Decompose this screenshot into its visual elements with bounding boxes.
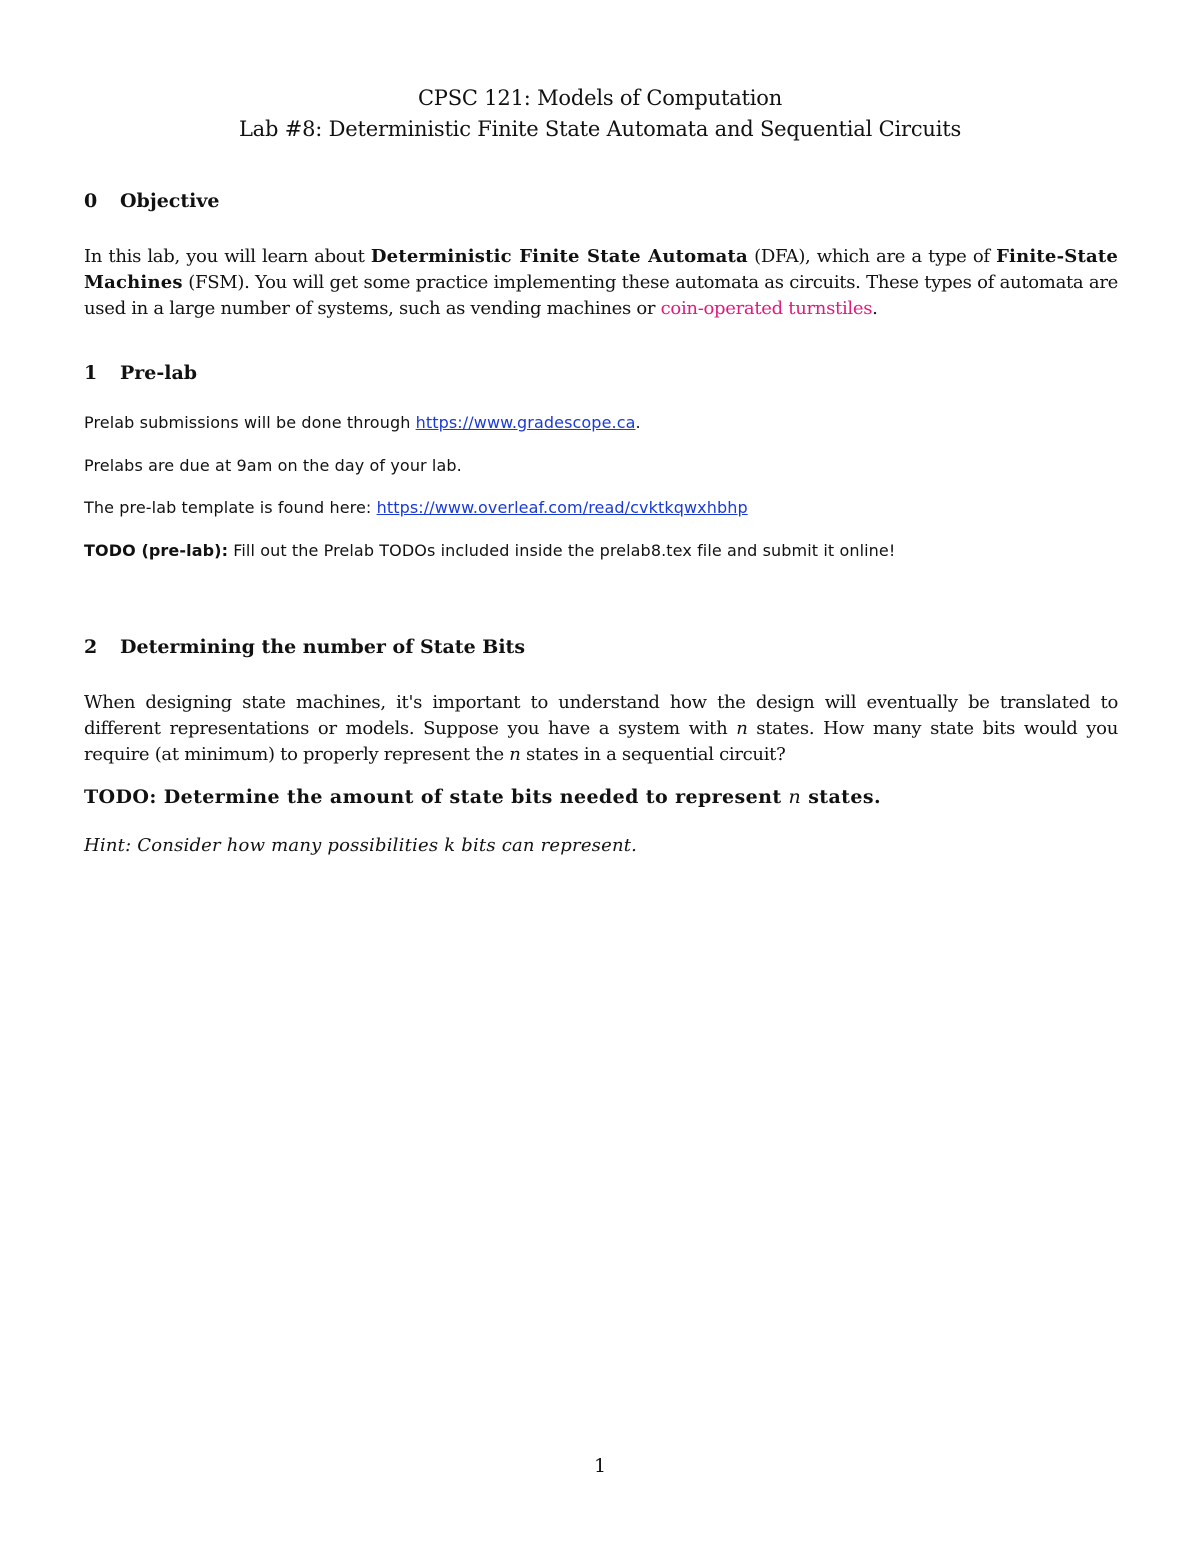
section-number: 2: [84, 636, 98, 658]
prelab-template-line: [84, 497, 1124, 519]
state-bits-text-3: states in a sequential circuit?: [520, 744, 786, 765]
section-title: Objective: [120, 190, 220, 212]
section-heading-objective: [84, 190, 220, 212]
state-bits-text-2: states. How many state bits would you require (at minimum) to properly represent the: [84, 718, 1118, 765]
term-dfa: Deterministic Finite State Automata: [370, 246, 748, 267]
prelab-line1-end: .: [635, 413, 641, 432]
variable-k: k: [444, 835, 456, 856]
prelab-line1-text: Prelab submissions will be done through: [84, 413, 416, 432]
state-bits-paragraph: [84, 690, 1118, 768]
objective-text-4: .: [872, 298, 878, 319]
state-bits-todo: [84, 786, 1124, 808]
section-heading-state-bits: [84, 636, 525, 658]
hint-text-a: Hint: Consider how many possibilities: [84, 835, 445, 856]
section-number: 1: [84, 362, 98, 384]
variable-n: n: [736, 718, 748, 739]
prelab-due-line: Prelabs are due at 9am on the day of your lab.: [84, 456, 462, 475]
overleaf-link[interactable]: https://www.overleaf.com/read/cvktkqwxhbhp: [376, 498, 748, 517]
prelab-line3-text: The pre-lab template is found here:: [84, 498, 377, 517]
todo-text: Fill out the Prelab TODOs included inside the prelab8.tex file and submit it online!: [228, 541, 896, 560]
section-title: Pre-lab: [120, 362, 198, 384]
section-heading-prelab: [84, 362, 197, 384]
document-title: CPSC 121: Models of Computation: [417, 86, 783, 110]
objective-paragraph: [84, 244, 1118, 322]
todo-text-a: TODO: Determine the amount of state bits needed to represent: [84, 786, 789, 808]
prelab-todo-line: [84, 540, 1124, 562]
variable-n: n: [509, 744, 521, 765]
prelab-submission-line: [84, 412, 1124, 434]
objective-text-1: In this lab, you will learn about: [84, 246, 371, 267]
state-bits-hint: [84, 835, 1124, 856]
state-bits-text-1: When designing state machines, it's important to understand how the design will eventually be translated to different representations or models. Suppose you have a system with: [84, 692, 1118, 739]
turnstiles-link[interactable]: coin-operated turnstiles: [660, 298, 873, 319]
objective-text-2: (DFA), which are a type of: [747, 246, 997, 267]
todo-text-b: states.: [801, 786, 881, 808]
hint-text-b: bits can represent.: [455, 835, 638, 856]
variable-n: n: [788, 786, 802, 808]
page-number: 1: [593, 1455, 607, 1477]
objective-text-3: (FSM). You will get some practice implementing these automata as circuits. These types of automata are used in a large number of systems, such as vending machines or: [84, 272, 1118, 319]
section-number: 0: [84, 190, 98, 212]
todo-label: TODO (pre-lab):: [84, 541, 229, 560]
gradescope-link[interactable]: https://www.gradescope.ca: [415, 413, 636, 432]
term-fsm: Finite-State Machines: [84, 246, 1118, 293]
section-title: Determining the number of State Bits: [120, 636, 526, 658]
document-subtitle: Lab #8: Deterministic Finite State Automata and Sequential Circuits: [238, 117, 962, 141]
